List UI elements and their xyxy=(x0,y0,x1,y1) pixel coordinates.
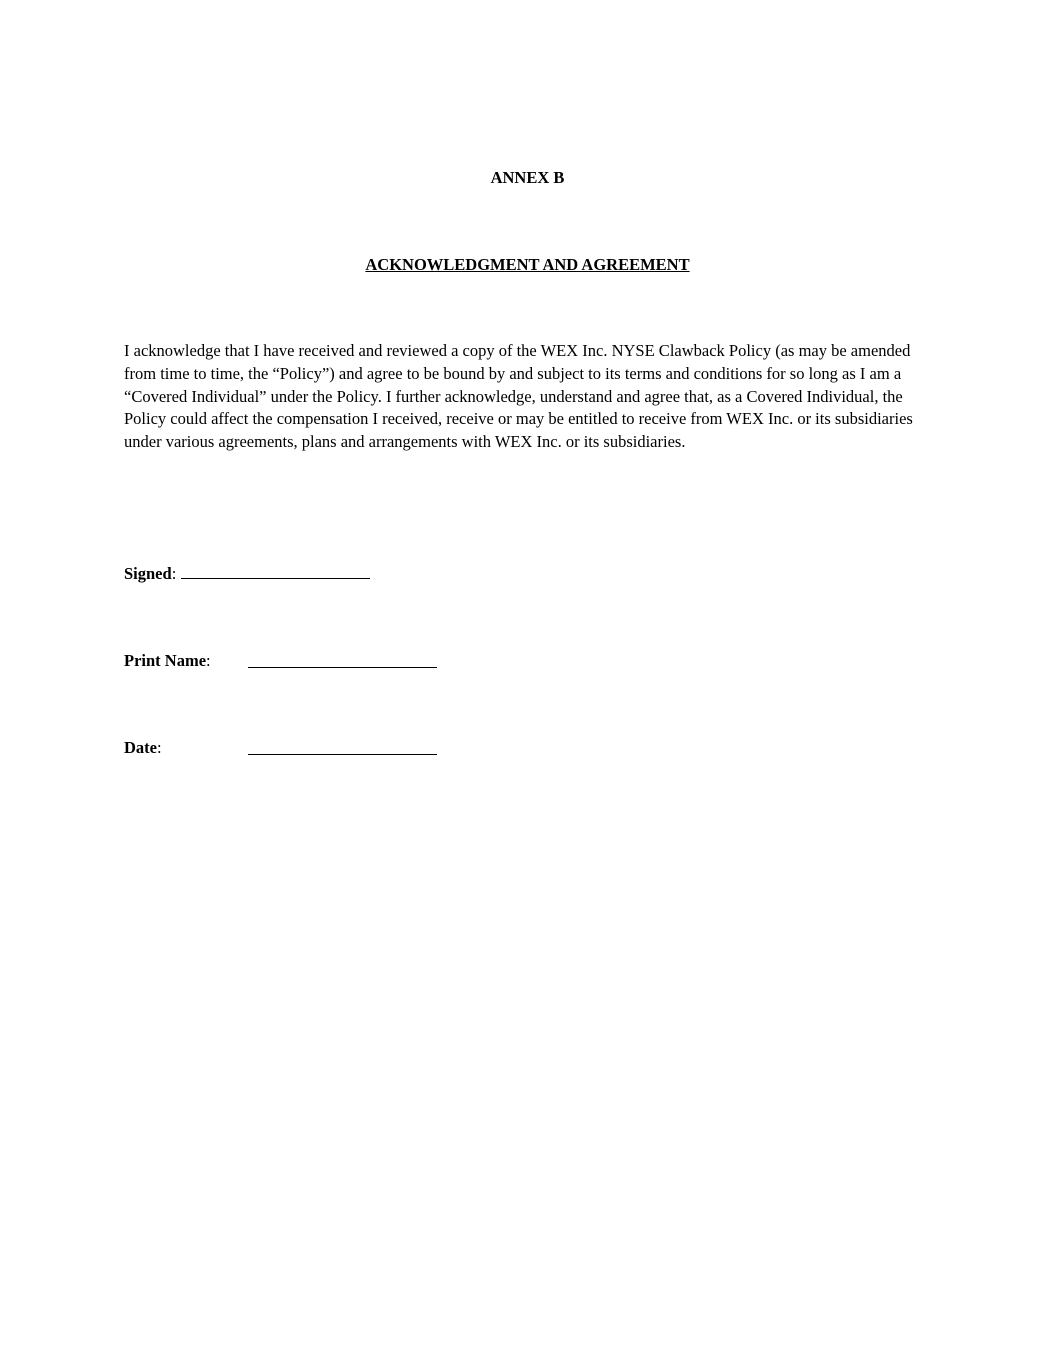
annex-title: ANNEX B xyxy=(490,168,565,187)
agreement-title: ACKNOWLEDGMENT AND AGREEMENT xyxy=(365,255,690,274)
print-name-colon: : xyxy=(206,651,211,670)
date-line[interactable] xyxy=(248,740,437,755)
date-colon: : xyxy=(156,738,162,757)
print-name-label: Print Name xyxy=(124,651,207,670)
print-name-field xyxy=(124,651,211,671)
signature-line[interactable] xyxy=(181,564,370,579)
signed-label: Signed xyxy=(124,564,172,583)
signed-field xyxy=(124,564,370,584)
date-field xyxy=(124,738,162,758)
signed-colon: : xyxy=(171,564,177,583)
acknowledgment-paragraph: I acknowledge that I have received and reviewed a copy of the WEX Inc. NYSE Clawback Policy (as may be amended from time to time, the “Policy”) and agree to be bound by and subject to its terms and conditions for so long as I am a “Covered Individual” under the Policy. I further acknowledge, understand and agree that, as a Covered Individual, the Policy could affect the compensation I received, receive or may be entitled to receive from WEX Inc. or its subsidiaries under various agreements, plans and arrangements with WEX Inc. or its subsidiaries. xyxy=(124,341,913,452)
date-label: Date xyxy=(124,738,157,757)
print-name-line[interactable] xyxy=(248,653,437,668)
